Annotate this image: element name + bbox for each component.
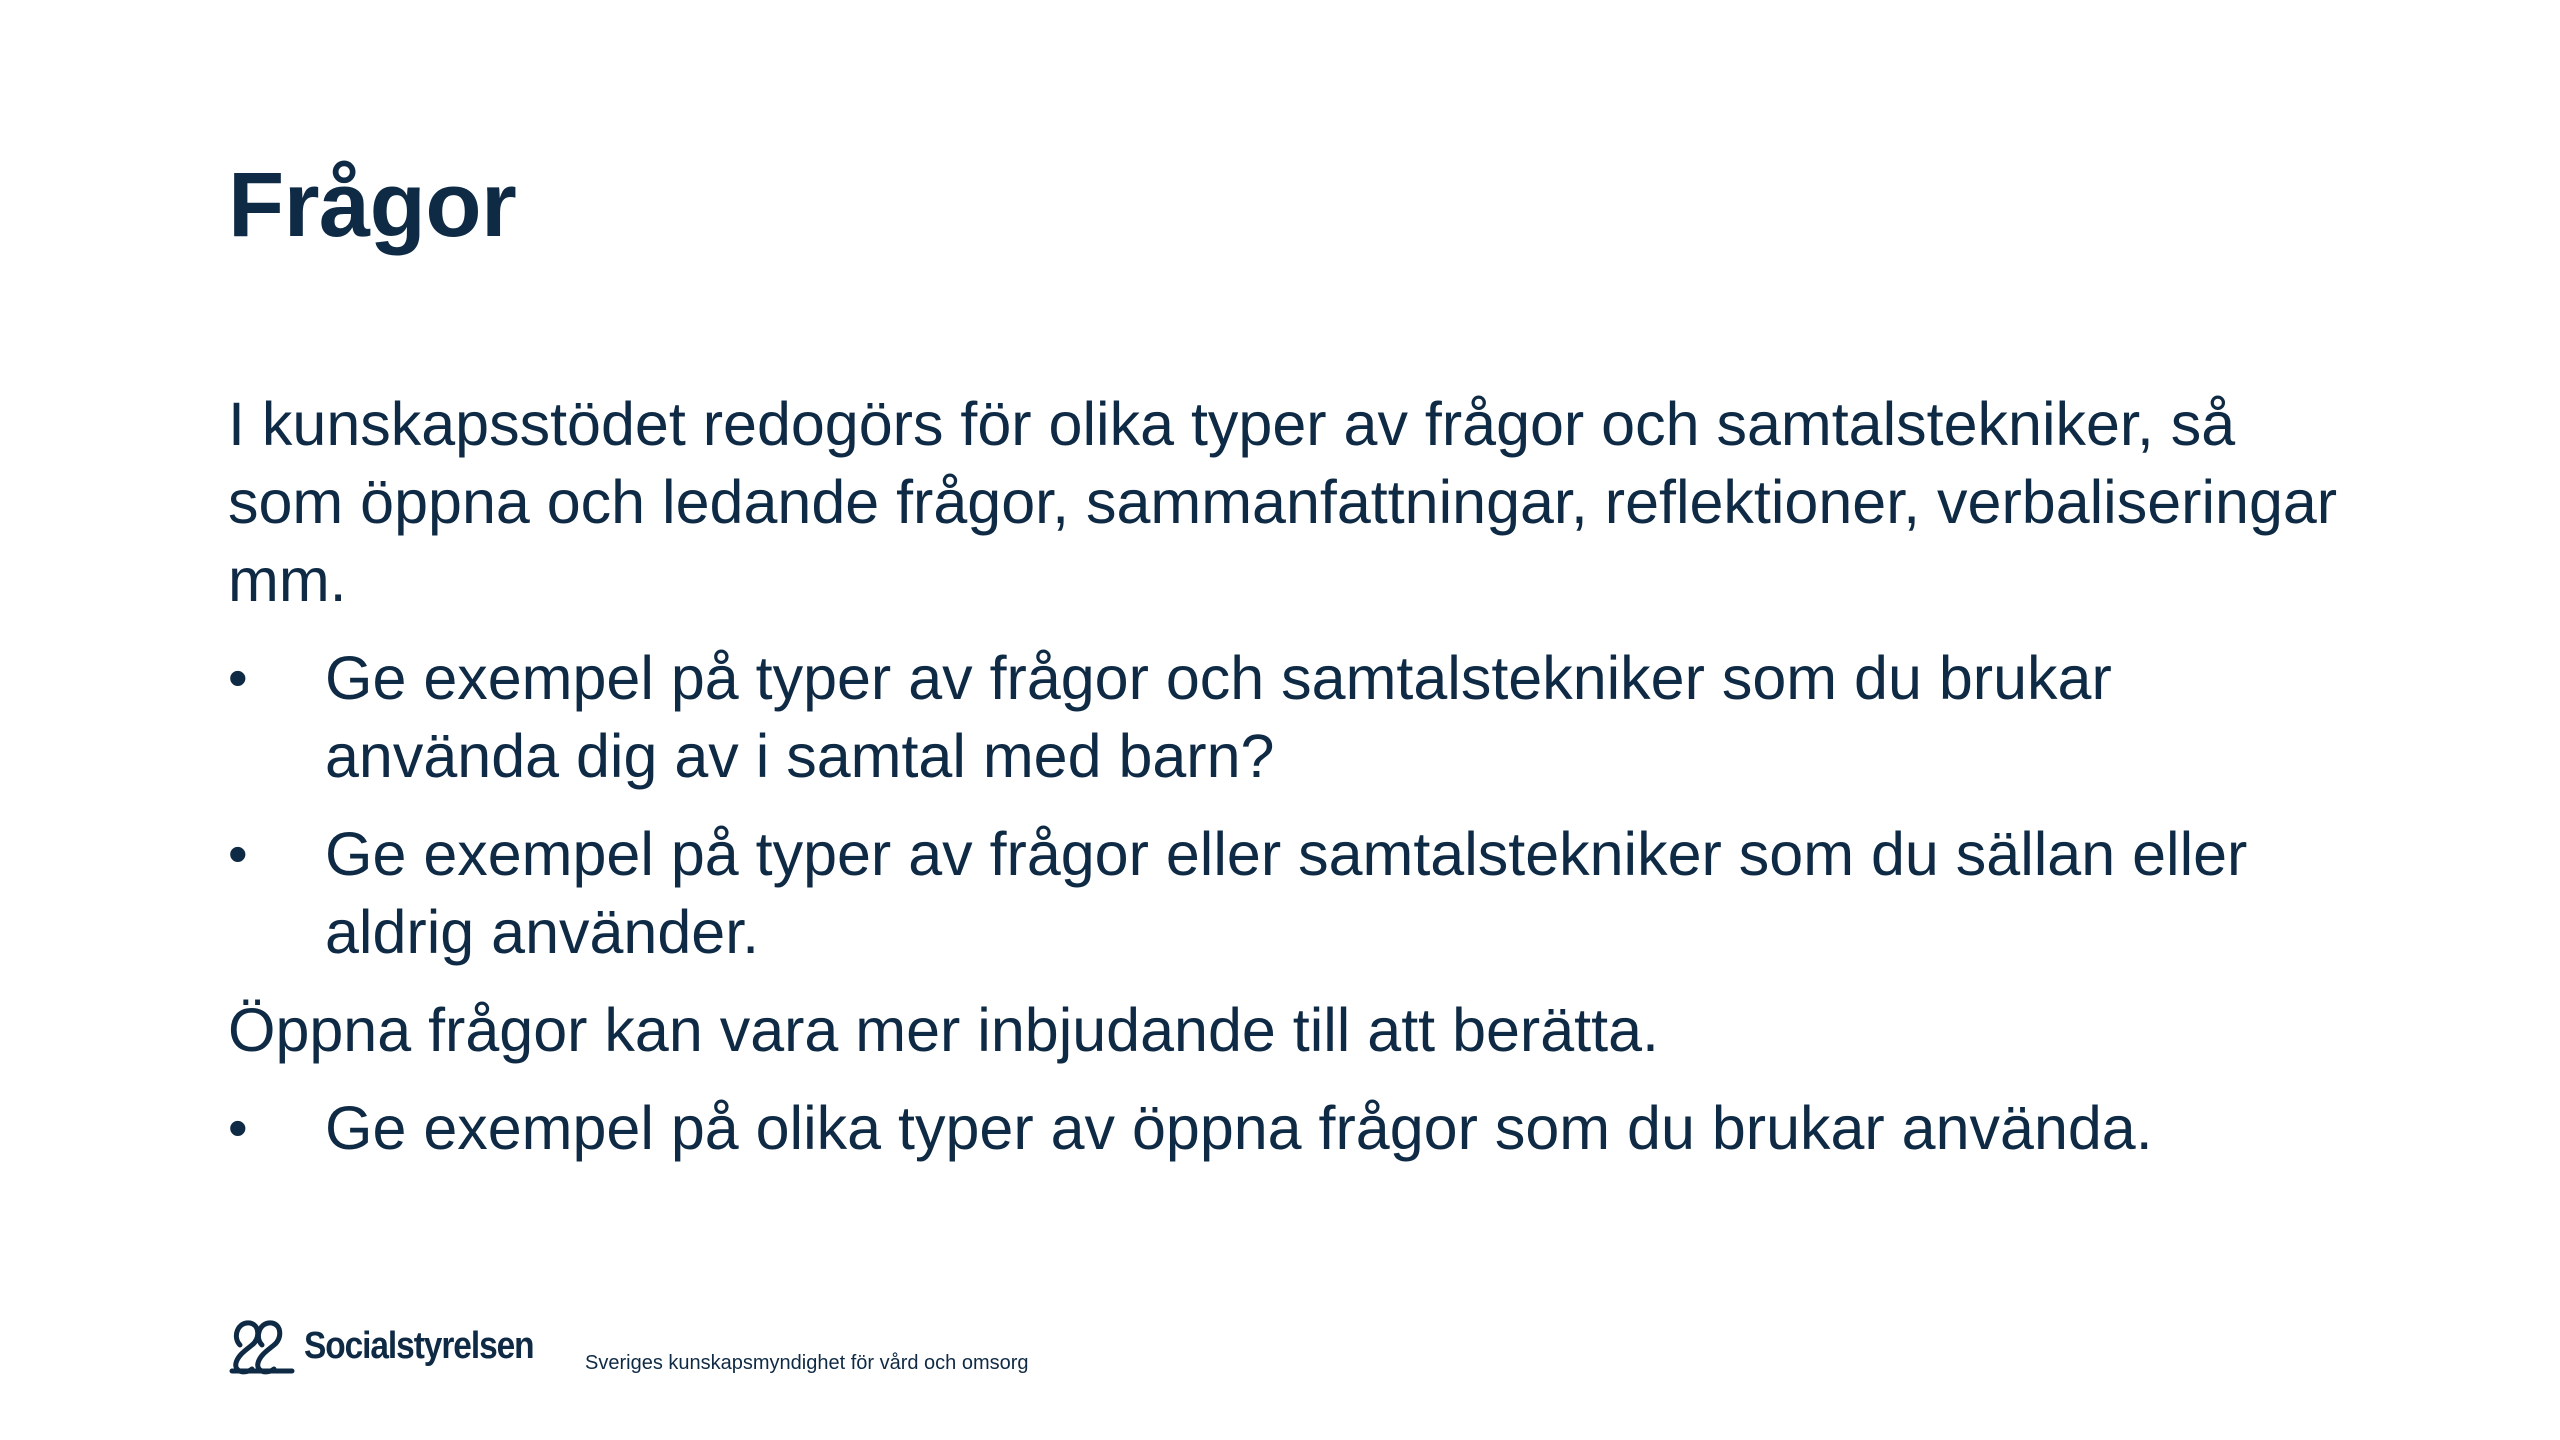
footer bbox=[228, 1306, 565, 1386]
bullet-item bbox=[228, 1089, 2358, 1167]
socialstyrelsen-knot-logo-icon bbox=[228, 1315, 298, 1377]
slide-body bbox=[228, 385, 2358, 1187]
slide-title: Frågor bbox=[228, 154, 517, 256]
bullet-text: Ge exempel på typer av frågor eller samtalstekniker som du sällan eller aldrig använder. bbox=[325, 820, 2248, 966]
bullet-list-1 bbox=[228, 639, 2358, 971]
logo-text: Socialstyrelsen bbox=[304, 1324, 534, 1367]
footer-tagline: Sveriges kunskapsmyndighet för vård och omsorg bbox=[585, 1352, 1029, 1374]
bullet-list-2 bbox=[228, 1089, 2358, 1167]
bullet-text: Ge exempel på typer av frågor och samtalstekniker som du brukar använda dig av i samtal med barn? bbox=[325, 644, 2112, 790]
bullet-item bbox=[228, 815, 2358, 971]
bullet-icon: • bbox=[228, 1096, 248, 1159]
open-questions-paragraph: Öppna frågor kan vara mer inbjudande till att berätta. bbox=[228, 996, 1659, 1064]
intro-paragraph: I kunskapsstödet redogörs för olika typer av frågor och samtalstekniker, så som öppna och ledande frågor, sammanfattningar, reflektioner, verbaliseringar mm. bbox=[228, 390, 2338, 614]
socialstyrelsen-logo bbox=[228, 1315, 565, 1377]
bullet-text: Ge exempel på olika typer av öppna frågor som du brukar använda. bbox=[325, 1094, 2153, 1162]
bullet-icon: • bbox=[228, 646, 248, 709]
bullet-item bbox=[228, 639, 2358, 795]
bullet-icon: • bbox=[228, 822, 248, 885]
